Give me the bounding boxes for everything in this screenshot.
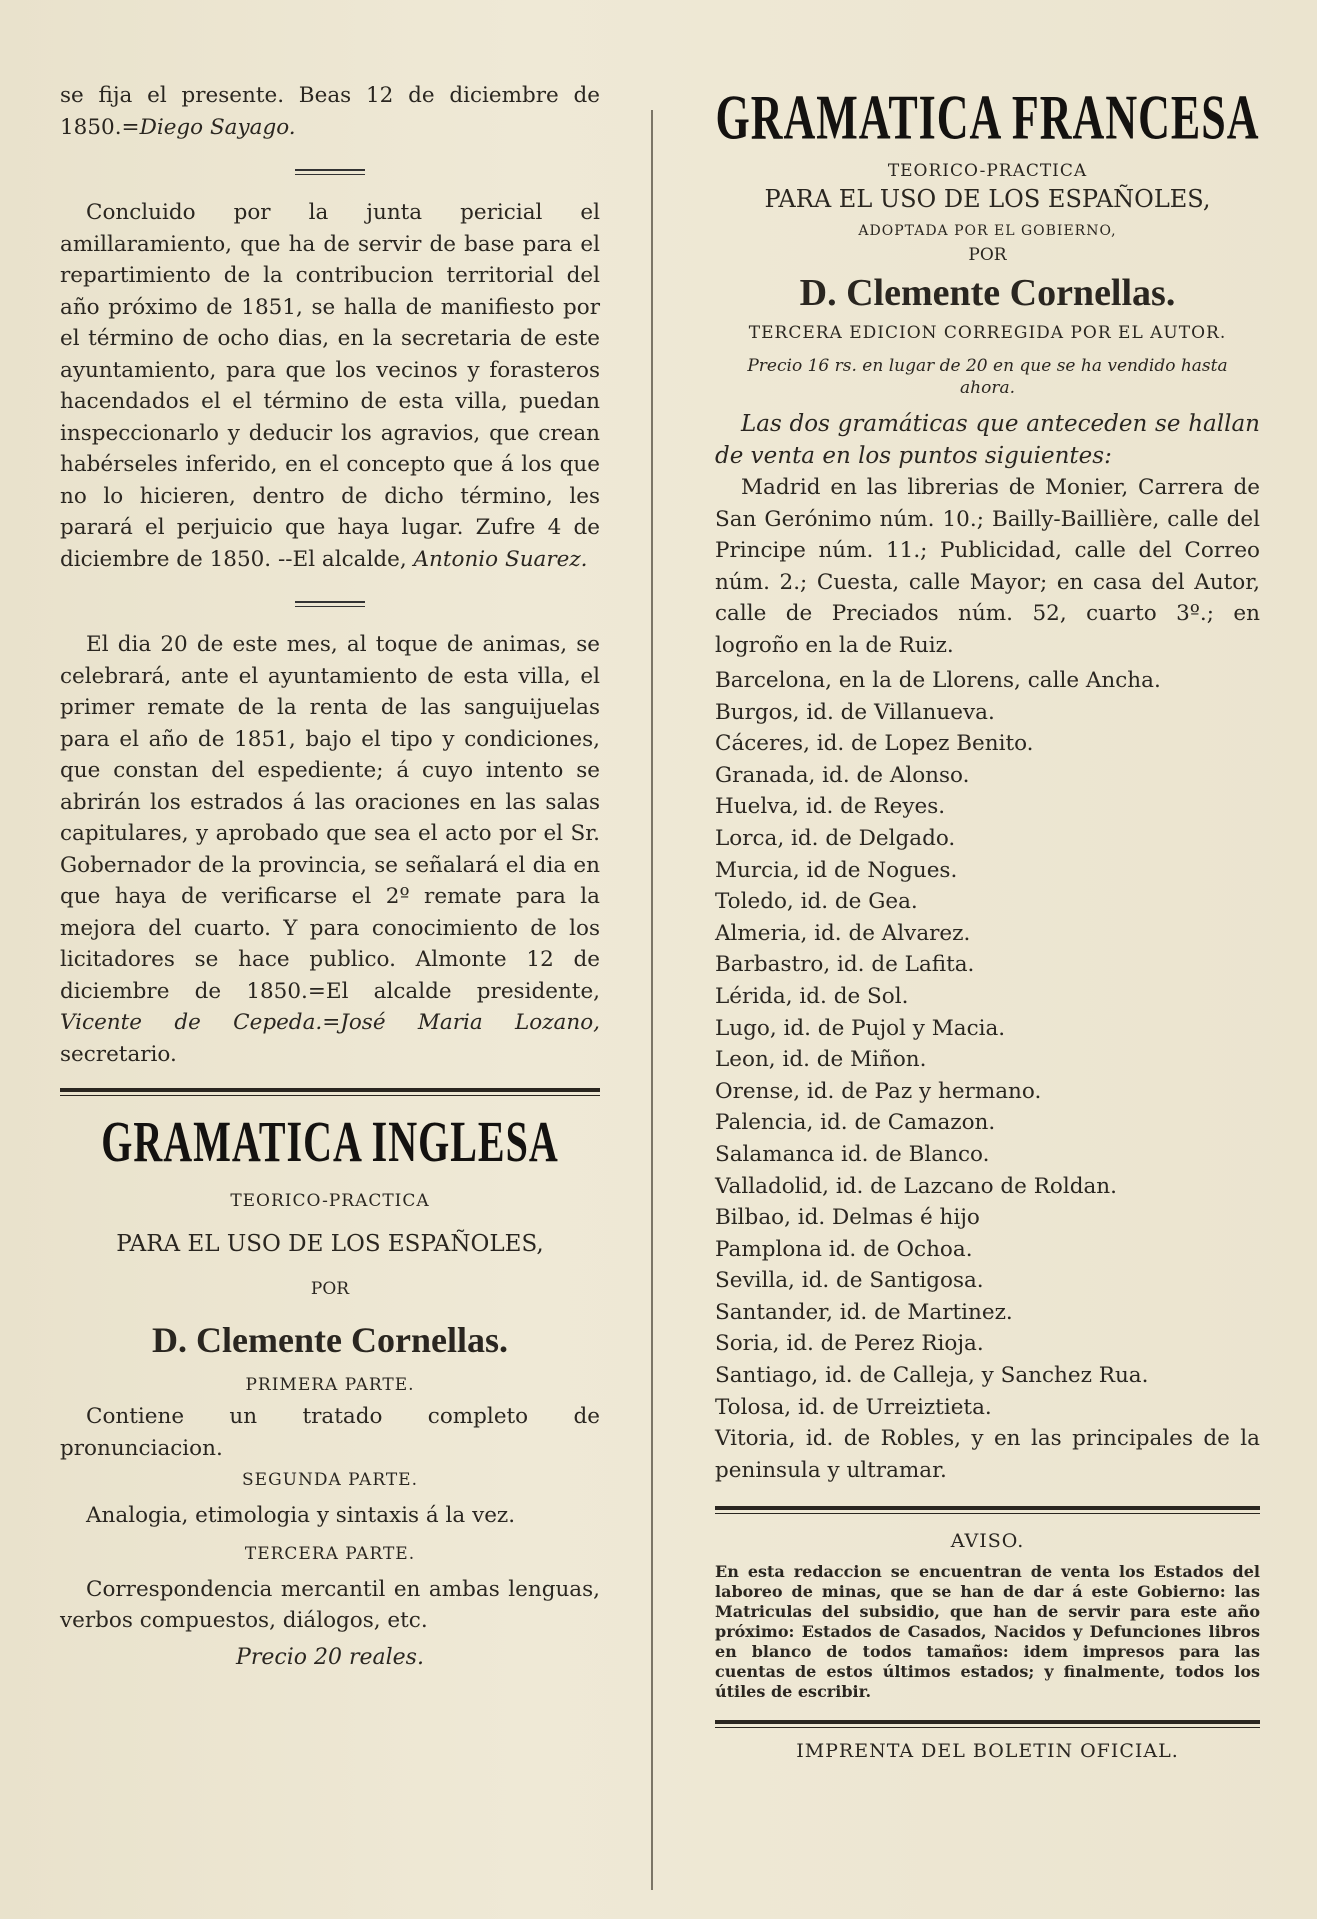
list-item: Sevilla, id. de Santigosa. bbox=[715, 1268, 984, 1294]
list-item: Santiago, id. de Calleja, y Sanchez Rua. bbox=[715, 1363, 1149, 1389]
ad-author: D. Clemente Cornellas. bbox=[152, 1320, 508, 1360]
list-item: Murcia, id de Nogues. bbox=[715, 857, 958, 883]
ad-price: Precio 20 reales. bbox=[236, 1644, 424, 1670]
separator-rule bbox=[295, 601, 365, 607]
left-column bbox=[60, 80, 600, 1670]
right-column bbox=[715, 81, 1260, 1763]
ad-subtitle: TEORICO-PRACTICA bbox=[887, 161, 1088, 181]
part-title: PRIMERA PARTE. bbox=[245, 1375, 415, 1395]
list-item: Leon, id. de Miñon. bbox=[715, 1047, 927, 1073]
part-text: Analogia, etimologia y sintaxis á la vez. bbox=[86, 1503, 516, 1528]
list-item: Barbastro, id. de Lafita. bbox=[715, 952, 975, 978]
ad-author: D. Clemente Cornellas. bbox=[799, 272, 1176, 314]
list-item: Huelva, id. de Reyes. bbox=[715, 794, 946, 820]
separator-rule bbox=[295, 169, 365, 175]
ad-subtitle: PARA EL USO DE LOS ESPAÑOLES, bbox=[116, 1231, 544, 1257]
list-item: Lérida, id. de Sol. bbox=[715, 983, 909, 1009]
imprint: IMPRENTA DEL BOLETIN OFICIAL. bbox=[796, 1740, 1179, 1763]
sales-intro: Las dos gramáticas que anteceden se hallan de venta en los puntos siguientes: bbox=[715, 411, 1260, 469]
ad-title: GRAMATICA INGLESA bbox=[101, 1108, 559, 1175]
section-rule bbox=[715, 1720, 1260, 1728]
list-item: Vitoria, id. de Robles, y en las principales de la peninsula y ultramar. bbox=[715, 1426, 1260, 1483]
ad-por: POR bbox=[310, 1279, 350, 1299]
list-item: Orense, id. de Paz y hermano. bbox=[715, 1078, 1042, 1104]
list-item: Almeria, id. de Alvarez. bbox=[715, 920, 971, 946]
list-item: Granada, id. de Alonso. bbox=[715, 762, 970, 788]
list-item: Toledo, id. de Gea. bbox=[715, 889, 918, 915]
list-item: Barcelona, en la de Llorens, calle Ancha. bbox=[715, 668, 1161, 693]
list-item: Bilbao, id. Delmas é hijo bbox=[715, 1205, 980, 1231]
ad-subtitle: ADOPTADA POR EL GOBIERNO, bbox=[858, 223, 1117, 239]
section-rule bbox=[715, 1506, 1260, 1514]
ad-price: Precio 16 rs. en lugar de 20 en que se ha vendido hasta ahora. bbox=[747, 356, 1228, 398]
notice-zufre: Concluido por la junta pericial el amillaramiento, que ha de servir de base para el repartimiento de la contribucion territorial del año próximo de 1851, se halla de manifiesto por el término de ocho dias, en la secretaria de este ayuntamiento, para que los vecinos y forasteros hacendados el el término de esta villa, puedan inspeccionarlo y deducir los agravios, que crean habérseles inferido, en el concepto que á los que no lo hicieren, dentro de dicho término, les parará el perjuicio que haya lugar. Zufre 4 de diciembre de 1850. --El alcalde, Antonio Suarez. bbox=[60, 200, 600, 572]
list-item: Cáceres, id. de Lopez Benito. bbox=[715, 731, 1034, 757]
part-text: Correspondencia mercantil en ambas lenguas, verbos compuestos, diálogos, etc. bbox=[60, 1576, 600, 1633]
list-item: Santander, id. de Martinez. bbox=[715, 1299, 1013, 1325]
notice-almonte: El dia 20 de este mes, al toque de animas, se celebrará, ante el ayuntamiento de esta villa, el primer remate de la renta de las sanguijuelas para el año de 1851, bajo el tipo y condiciones, que constan del espediente; á cuyo intento se abrirán los estrados á las oraciones en las salas capitulares, y aprobado que sea el acto por el Sr. Gobernador de la provincia, se señalará el dia en que haya de verificarse el 2º remate para la mejora del cuarto. Y para conocimiento de los licitadores se hace publico. Almonte 12 de diciembre de 1850.=El alcalde presidente, Vicente de Cepeda.=José Maria Lozano, secretario. bbox=[60, 632, 600, 1067]
ad-gramatica-inglesa bbox=[60, 1108, 600, 1670]
list-item: Soria, id. de Perez Rioja. bbox=[715, 1331, 984, 1357]
list-item: Valladolid, id. de Lazcano de Roldan. bbox=[715, 1173, 1117, 1199]
aviso-text: En esta redaccion se encuentran de venta los Estados del laboreo de minas, que se han de dar á este Gobierno: las Matriculas del subsidio, que han de servir para este año próximo: Estados de Casados, Nacidos y Defunciones libros en blanco de todos tamaños: idem impresos para las cuentas de estos últimos estados; y finalmente, todos los útiles de escribir. bbox=[715, 1562, 1260, 1702]
ad-title: GRAMATICA FRANCESA bbox=[715, 81, 1260, 154]
notice-beas: se fija el presente. Beas 12 de diciembre de 1850.=Diego Sayago. bbox=[60, 83, 600, 140]
ad-edition: TERCERA EDICION CORREGIDA POR EL AUTOR. bbox=[748, 323, 1227, 343]
list-item: Lorca, id. de Delgado. bbox=[715, 825, 956, 851]
ad-subtitle: TEORICO-PRACTICA bbox=[230, 1191, 430, 1211]
aviso-notice bbox=[715, 1530, 1260, 1702]
list-item: Pamplona id. de Ochoa. bbox=[715, 1236, 973, 1262]
list-item: Burgos, id. de Villanueva. bbox=[715, 699, 995, 725]
list-item: Lugo, id. de Pujol y Macia. bbox=[715, 1015, 1006, 1041]
part-title: TERCERA PARTE. bbox=[244, 1543, 416, 1564]
column-divider bbox=[651, 110, 653, 1890]
aviso-title: AVISO. bbox=[950, 1530, 1025, 1553]
places-list bbox=[715, 665, 1260, 1486]
list-item: Tolosa, id. de Urreiztieta. bbox=[715, 1394, 992, 1420]
part-title: SEGUNDA PARTE. bbox=[242, 1470, 418, 1490]
section-rule bbox=[60, 1088, 600, 1096]
part-text: Contiene un tratado completo de pronunciacion. bbox=[60, 1404, 600, 1461]
ad-subtitle: PARA EL USO DE LOS ESPAÑOLES, bbox=[764, 185, 1211, 213]
list-item: Salamanca id. de Blanco. bbox=[715, 1141, 990, 1167]
ad-por: POR bbox=[968, 245, 1007, 265]
sales-madrid: Madrid en las librerias de Monier, Carrera de San Gerónimo núm. 10.; Bailly-Baillière, calle del Principe núm. 11.; Publicidad, calle del Correo núm. 2.; Cuesta, calle Mayor; en casa del Autor, calle de Preciados núm. 52, cuarto 3º.; en logroño en la de Ruiz. bbox=[715, 475, 1260, 658]
list-item: Palencia, id. de Camazon. bbox=[715, 1110, 996, 1136]
